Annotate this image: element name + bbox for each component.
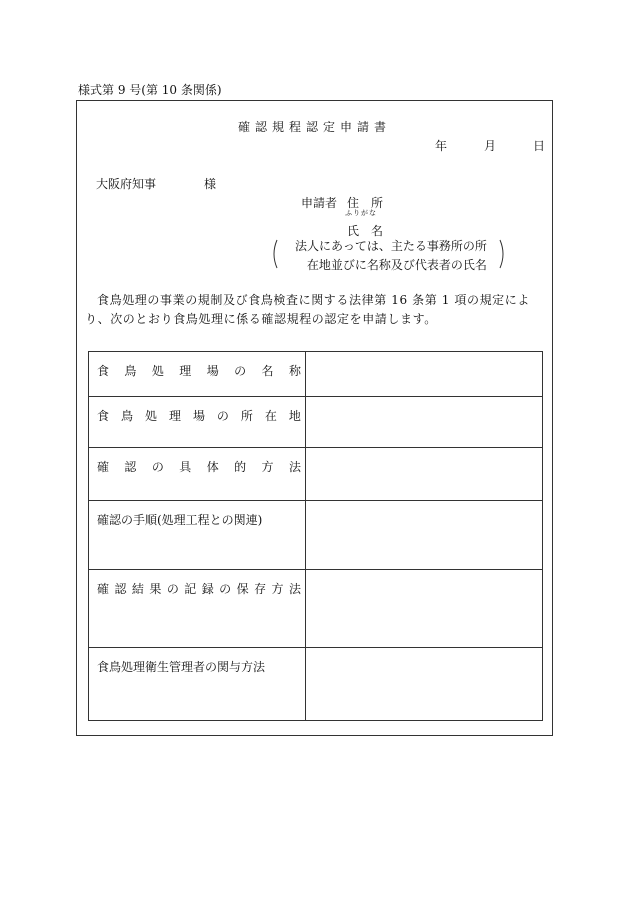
- value-field[interactable]: [306, 570, 543, 648]
- table-row: [89, 397, 543, 448]
- table-row: [89, 501, 543, 570]
- honorific: 様: [204, 177, 217, 191]
- value-field[interactable]: [306, 352, 543, 397]
- row-label: 食 鳥 処 理 場 の 名 称: [97, 364, 301, 378]
- corporation-note-line2: 在地並びに名称及び代表者の氏名: [306, 258, 487, 272]
- row-label: 食 鳥 処 理 場 の 所 在 地: [97, 409, 301, 423]
- value-field[interactable]: [306, 648, 543, 721]
- value-field[interactable]: [306, 448, 543, 501]
- right-paren-icon: [499, 239, 507, 269]
- application-statement: [85, 291, 547, 329]
- table-row: [89, 448, 543, 501]
- applicant-label: 申請者: [301, 196, 338, 210]
- application-items-table: [88, 351, 543, 721]
- form-title: 確認規程認定申請書: [237, 120, 391, 134]
- value-field[interactable]: [306, 397, 543, 448]
- date-month: 月: [484, 139, 497, 153]
- name-label: 氏 名: [347, 224, 384, 238]
- application-form: [76, 100, 553, 736]
- left-paren-icon: [270, 239, 278, 269]
- label-cell: [89, 570, 306, 648]
- table-row: [89, 570, 543, 648]
- address-label: 住 所: [347, 196, 384, 210]
- value-field[interactable]: [306, 501, 543, 570]
- date-year: 年: [435, 139, 448, 153]
- row-label: 確認の手順(処理工程との関連): [97, 513, 263, 527]
- row-label: 食鳥処理衛生管理者の関与方法: [97, 660, 266, 674]
- label-cell: [89, 352, 306, 397]
- table-row: [89, 352, 543, 397]
- date-day: 日: [533, 139, 546, 153]
- furigana-label: ふりがな: [345, 209, 377, 217]
- form-number: 様式第 9 号(第 10 条関係): [78, 83, 222, 97]
- label-cell: [89, 397, 306, 448]
- label-cell: [89, 448, 306, 501]
- row-label: 確 認 の 具 体 的 方 法: [97, 460, 301, 474]
- table-row: [89, 648, 543, 721]
- row-label: 確 認 結 果 の 記 録 の 保 存 方 法: [97, 582, 301, 596]
- corporation-note: [295, 237, 487, 275]
- label-cell: [89, 648, 306, 721]
- addressee: 大阪府知事: [96, 177, 157, 191]
- statement-text: 食鳥処理の事業の規制及び食鳥検査に関する法律第 16 条第 1 項の規定により、次のとおり食鳥処理に係る確認規程の認定を申請します。: [85, 293, 530, 326]
- label-cell: [89, 501, 306, 570]
- corporation-note-line1: 法人にあっては、主たる事務所の所: [295, 239, 487, 253]
